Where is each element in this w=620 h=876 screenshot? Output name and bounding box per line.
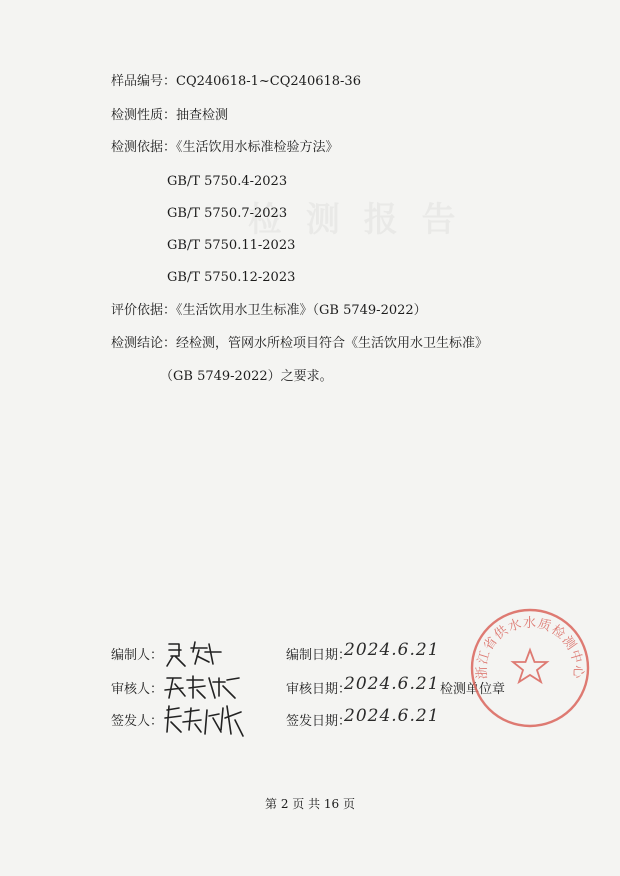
issuer-signature [161, 702, 247, 738]
standard-item: GB/T 5750.4-2023 [167, 174, 288, 189]
issue-date-value: 2024.6.21 [344, 706, 440, 726]
eval-basis-row [111, 303, 427, 319]
seal-star-icon [513, 650, 547, 682]
reviewer-label: 审核人： [111, 682, 164, 697]
standard-item: GB/T 5750.12-2023 [167, 270, 296, 285]
compile-date-label: 编制日期： [286, 648, 352, 663]
reviewer-signature [163, 672, 243, 702]
compile-date-value: 2024.6.21 [344, 640, 440, 660]
conclusion-row [111, 336, 488, 352]
review-date-value: 2024.6.21 [344, 674, 440, 694]
compiler-signature [163, 638, 227, 668]
compiler-label: 编制人： [111, 648, 164, 663]
conclusion-line2: （GB 5749-2022）之要求。 [160, 369, 333, 384]
test-basis-label: 检测依据： [111, 140, 177, 155]
sample-no-row [111, 74, 361, 90]
test-basis-title: 《生活饮用水标准检验方法》 [176, 140, 339, 155]
eval-basis-value: 《生活饮用水卫生标准》（GB 5749-2022） [176, 303, 427, 318]
test-nature-label: 检测性质： [111, 108, 177, 123]
issuer-label: 签发人： [111, 714, 164, 729]
test-basis-row [111, 140, 339, 156]
review-date-label: 审核日期： [286, 682, 352, 697]
unit-seal-label: 检测单位章 [440, 682, 506, 697]
organization-seal [468, 606, 592, 730]
eval-basis-label: 评价依据： [111, 303, 177, 318]
conclusion-label: 检测结论： [111, 336, 177, 351]
conclusion-line1: 经检测，管网水所检项目符合《生活饮用水卫生标准》 [176, 336, 489, 351]
sample-no-label: 样品编号： [111, 74, 177, 89]
standard-item: GB/T 5750.11-2023 [167, 238, 296, 253]
test-nature-value: 抽查检测 [176, 108, 229, 123]
issue-date-label: 签发日期： [286, 714, 352, 729]
sample-no-value: CQ240618-1~CQ240618-36 [176, 74, 361, 89]
seal-text: 浙江省供水水质检测中心 [474, 615, 586, 680]
test-nature-row [111, 108, 228, 124]
page-number: 第 2 页 共 16 页 [265, 797, 355, 811]
standard-item: GB/T 5750.7-2023 [167, 206, 288, 221]
